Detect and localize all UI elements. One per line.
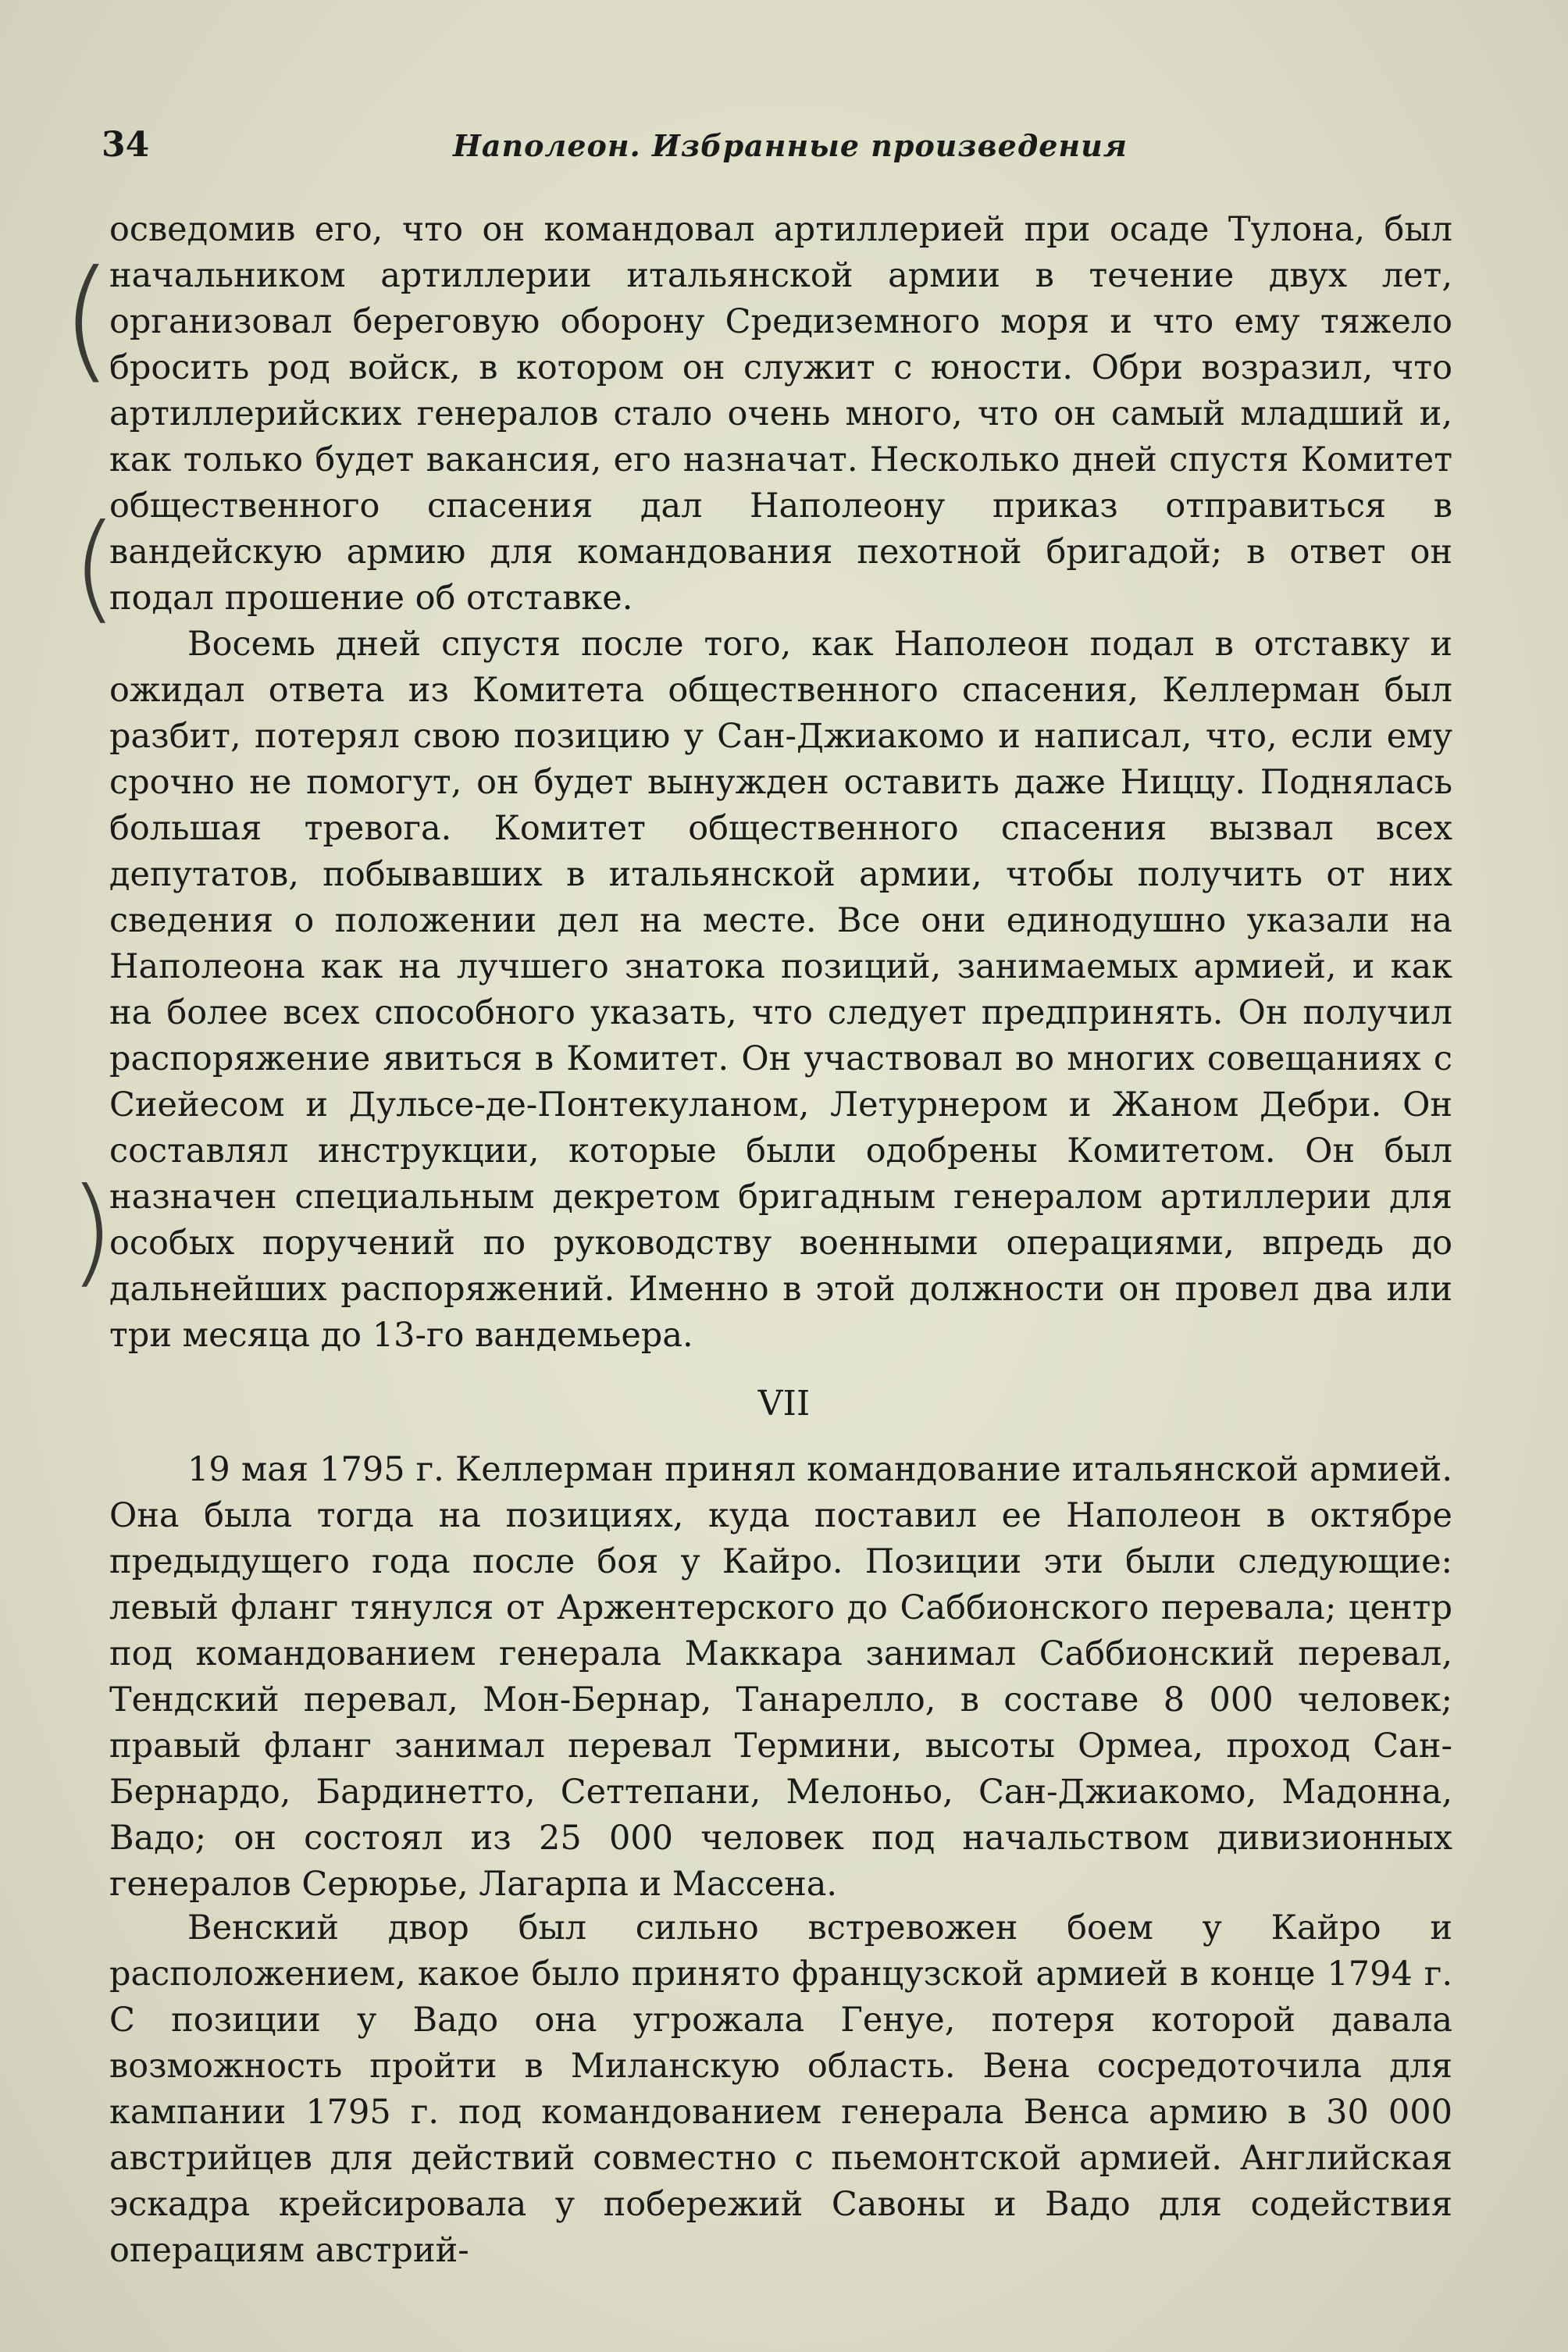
section-heading: VII (757, 1384, 811, 1424)
margin-bracket-mark: ) (69, 1164, 115, 1299)
body-paragraph: Венский двор был сильно встревожен боем у Кайро и расположением, какое было принято французской армией в конце 1794 г. С позиции у Вадо она угрожала Генуе, потеря которой давала возможность пройти в Миланскую область. Вена сосредоточила для кампании 1795 г. под командованием генерала Венса армию в 30 000 австрийцев для действий совместно с пьемонтской армией. Английская эскадра крейсировала у побережий Савоны и Вадо для содействия операциям австрий- (109, 1908, 1452, 2270)
page-number: 34 (102, 125, 150, 165)
body-paragraph: Восемь дней спустя после того, как Наполеон подал в отставку и ожидал ответа из Комитета общественного спасения, Келлерман был разбит, потерял свою позицию у Сан-Джиакомо и написал, что, если ему срочно не помогут, он будет вынужден оставить даже Ниццу. Поднялась большая тревога. Комитет общественного спасения вызвал всех депутатов, побывавших в итальянской армии, чтобы получить от них сведения о положении дел на месте. Все они единодушно указали на Наполеона как на лучшего знатока позиций, занимаемых армией, и как на более всех способного указать, что следует предпринять. Он получил распоряжение явиться в Комитет. Он участвовал во многих совещаниях с Сиейесом и Дульсе-де-Понтекуланом, Летурнером и Жаном Дебри. Он составлял инструкции, которые были одобрены Комитетом. Он был назначен специальным декретом бригадным генералом артиллерии для особых поручений по руководству военными операциями, впредь до дальнейших распоряжений. Именно в этой должности он провел два или три месяца до 13-го вандемьера. (109, 625, 1452, 1355)
margin-bracket-mark: ( (72, 500, 118, 636)
margin-bracket-mark: ( (61, 242, 113, 397)
body-paragraph: осведомив его, что он командовал артиллерией при осаде Тулона, был начальником артиллерии итальянской армии в течение двух лет, организовал береговую оборону Средиземного моря и что ему тяжело бросить род войск, в котором он служит с юности. Обри возразил, что артиллерийских генералов стало очень много, что он самый младший и, как только будет вакансия, его назначат. Несколько дней спустя Комитет общественного спасения дал Наполеону приказ отправиться в вандейскую армию для командования пехотной бригадой; в ответ он подал прошение об отставке. (109, 210, 1452, 618)
running-title: Наполеон. Избранные произведения (453, 128, 1128, 163)
body-paragraph: 19 мая 1795 г. Келлерман принял командование итальянской армией. Она была тогда на позициях, куда поставил ее Наполеон в октябре предыдущего года после боя у Кайро. Позиции эти были следующие: левый фланг тянулся от Аржентерского до Саббионского перевала; центр под командованием генерала Маккара занимал Саббионский перевал, Тендский перевал, Мон-Бернар, Танарелло, в составе 8 000 человек; правый фланг занимал перевал Термини, высоты Ормеа, проход Сан-Бернардо, Бардинетто, Сеттепани, Мелоньо, Сан-Джиакомо, Мадонна, Вадо; он состоял из 25 000 человек под начальством дивизионных генералов Серюрье, Лагарпа и Массена. (109, 1450, 1452, 1904)
page-header (102, 125, 1460, 172)
